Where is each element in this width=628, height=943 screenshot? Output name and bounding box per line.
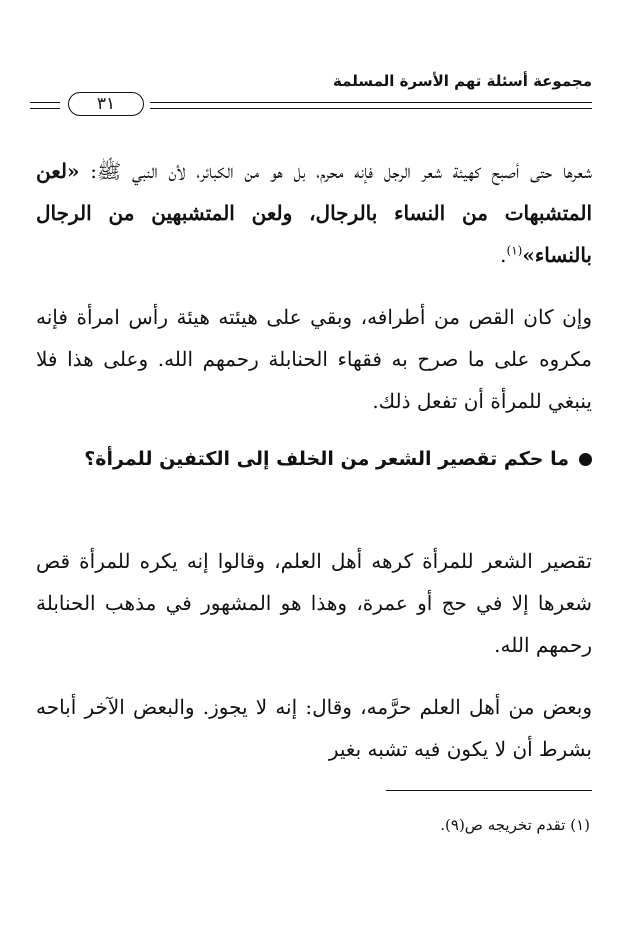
header-rule — [30, 92, 592, 116]
hadith-quote: «لعن المتشبهات من النساء بالرجال، ولعن المتشبهين من الرجال بالنساء» — [36, 159, 592, 267]
paragraph-1-end: . — [500, 243, 507, 267]
footnote-text: تقدم تخريجه ص(٩). — [440, 816, 566, 834]
footnote-reference: (١) — [506, 243, 523, 258]
question-text: ما حكم تقصير الشعر من الخلف إلى الكتفين للمرأة؟ — [84, 448, 569, 470]
bullet-icon — [579, 453, 592, 466]
paragraph-4: وبعض من أهل العلم حرَّمه، وقال: إنه لا يجوز. والبعض الآخر أباحه بشرط أن لا يكون فيه تشبه بغير — [36, 695, 592, 761]
paragraph-3-block — [36, 540, 592, 666]
footnote — [440, 816, 590, 834]
paragraph-1-text: شعرها حتى أصبح كهيئة شعر الرجل فإنه محرم، بل هو من الكبائر، لأن النبي ﷺ: — [79, 159, 592, 183]
footnote-separator — [386, 790, 592, 791]
footnote-number: (١) — [570, 816, 590, 834]
paragraph-1 — [36, 150, 592, 276]
paragraph-2-block — [36, 296, 592, 422]
paragraph-4-block — [36, 686, 592, 770]
paragraph-2: وإن كان القص من أطرافه، وبقي على هيئته هيئة رأس امرأة فإنه مكروه على ما صرح به فقهاء الحنابلة رحمهم الله. وعلى هذا فلا ينبغي للمرأة أن تفعل ذلك. — [36, 305, 593, 413]
header-double-line-right — [150, 102, 592, 109]
paragraph-1-block — [36, 150, 592, 276]
header-double-line-left — [30, 102, 60, 109]
paragraph-3: تقصير الشعر للمرأة كرهه أهل العلم، وقالوا إنه يكره للمرأة قص شعرها إلا في حج أو عمرة، وهذا هو المشهور في مذهب الحنابلة رحمهم الله. — [36, 549, 592, 657]
running-header-title: مجموعة أسئلة تهم الأسرة المسلمة — [333, 72, 592, 90]
page-number: ٣١ — [68, 92, 144, 116]
question-heading — [36, 436, 592, 482]
